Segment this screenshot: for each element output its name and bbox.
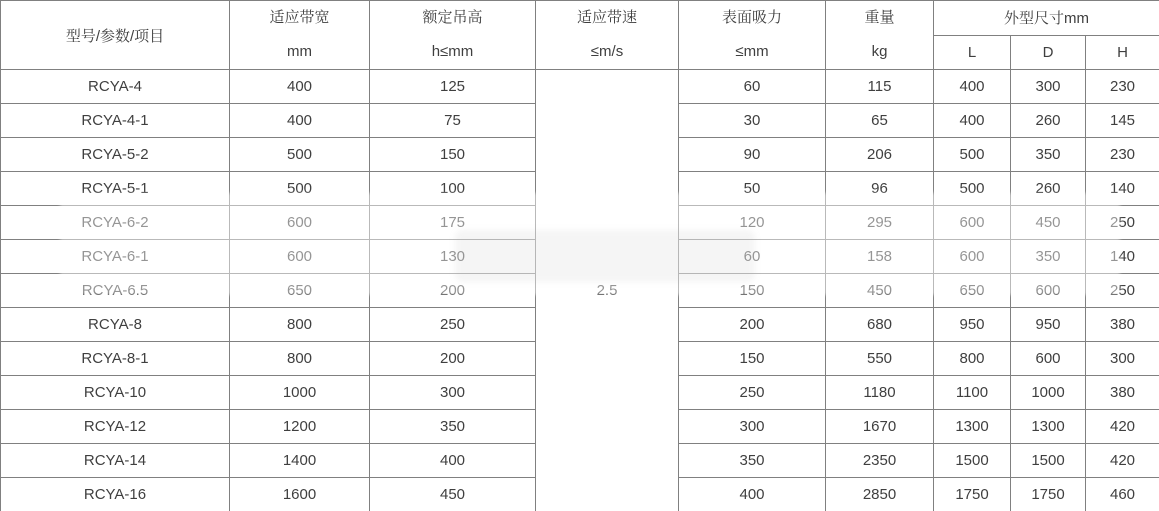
cell-suction: 120 [679, 206, 826, 240]
cell-l: 600 [934, 206, 1011, 240]
cell-lift_height: 200 [370, 342, 536, 376]
cell-bandwidth: 400 [230, 70, 370, 104]
cell-model: RCYA-14 [1, 444, 230, 478]
cell-lift_height: 400 [370, 444, 536, 478]
cell-lift_height: 175 [370, 206, 536, 240]
table-row [1, 70, 1159, 104]
cell-suction: 150 [679, 274, 826, 308]
cell-l: 600 [934, 240, 1011, 274]
cell-l: 1300 [934, 410, 1011, 444]
cell-suction: 300 [679, 410, 826, 444]
cell-l: 650 [934, 274, 1011, 308]
cell-lift_height: 150 [370, 138, 536, 172]
cell-model: RCYA-6.5 [1, 274, 230, 308]
cell-h: 140 [1086, 172, 1159, 206]
cell-model: RCYA-10 [1, 376, 230, 410]
header-weight [826, 1, 934, 70]
cell-d: 350 [1011, 240, 1086, 274]
cell-l: 1750 [934, 478, 1011, 511]
cell-d: 600 [1011, 342, 1086, 376]
cell-weight: 450 [826, 274, 934, 308]
cell-lift_height: 350 [370, 410, 536, 444]
cell-h: 300 [1086, 342, 1159, 376]
cell-weight: 158 [826, 240, 934, 274]
cell-h: 380 [1086, 308, 1159, 342]
cell-lift_height: 450 [370, 478, 536, 511]
cell-suction: 50 [679, 172, 826, 206]
header-lift-height-title: 额定吊高 [422, 9, 483, 26]
cell-suction: 90 [679, 138, 826, 172]
header-bandwidth-unit: mm [287, 43, 312, 60]
cell-model: RCYA-4-1 [1, 104, 230, 138]
header-belt-speed [536, 1, 679, 70]
header-model-label: 型号/参数/项目 [65, 27, 165, 45]
cell-model: RCYA-8 [1, 308, 230, 342]
cell-suction: 400 [679, 478, 826, 511]
cell-d: 600 [1011, 274, 1086, 308]
cell-bandwidth: 800 [230, 342, 370, 376]
cell-d: 350 [1011, 138, 1086, 172]
cell-lift_height: 100 [370, 172, 536, 206]
header-dim-h: H [1086, 35, 1159, 70]
cell-lift_height: 300 [370, 376, 536, 410]
header-lift-height [370, 1, 536, 70]
cell-weight: 2350 [826, 444, 934, 478]
cell-weight: 1670 [826, 410, 934, 444]
header-weight-title: 重量 [864, 9, 895, 26]
header-dim-d: D [1011, 35, 1086, 70]
cell-bandwidth: 1600 [230, 478, 370, 511]
cell-l: 400 [934, 104, 1011, 138]
cell-h: 250 [1086, 206, 1159, 240]
cell-weight: 206 [826, 138, 934, 172]
header-belt-speed-title: 适应带速 [576, 9, 637, 26]
cell-weight: 96 [826, 172, 934, 206]
cell-bandwidth: 600 [230, 206, 370, 240]
cell-d: 450 [1011, 206, 1086, 240]
header-weight-unit: kg [871, 43, 888, 60]
cell-bandwidth: 400 [230, 104, 370, 138]
cell-weight: 65 [826, 104, 934, 138]
cell-d: 300 [1011, 70, 1086, 104]
cell-lift_height: 125 [370, 70, 536, 104]
cell-lift_height: 130 [370, 240, 536, 274]
cell-h: 230 [1086, 138, 1159, 172]
cell-model: RCYA-6-1 [1, 240, 230, 274]
cell-l: 950 [934, 308, 1011, 342]
header-bandwidth [230, 1, 370, 70]
cell-lift_height: 75 [370, 104, 536, 138]
cell-model: RCYA-16 [1, 478, 230, 511]
cell-weight: 1180 [826, 376, 934, 410]
header-surface-suction-unit: ≤mm [735, 43, 769, 60]
cell-lift_height: 250 [370, 308, 536, 342]
cell-suction: 200 [679, 308, 826, 342]
header-model [1, 1, 230, 70]
cell-weight: 115 [826, 70, 934, 104]
table-header [1, 1, 1159, 70]
cell-l: 500 [934, 138, 1011, 172]
cell-d: 1500 [1011, 444, 1086, 478]
cell-h: 420 [1086, 444, 1159, 478]
cell-l: 400 [934, 70, 1011, 104]
cell-h: 145 [1086, 104, 1159, 138]
header-belt-speed-unit: ≤m/s [590, 43, 624, 60]
header-dimensions [934, 1, 1159, 36]
cell-bandwidth: 1000 [230, 376, 370, 410]
cell-l: 1100 [934, 376, 1011, 410]
cell-weight: 2850 [826, 478, 934, 511]
header-dim-l: L [934, 35, 1011, 70]
cell-bandwidth: 800 [230, 308, 370, 342]
header-bandwidth-title: 适应带宽 [269, 9, 330, 26]
cell-model: RCYA-5-2 [1, 138, 230, 172]
cell-l: 500 [934, 172, 1011, 206]
cell-d: 950 [1011, 308, 1086, 342]
cell-model: RCYA-5-1 [1, 172, 230, 206]
cell-l: 1500 [934, 444, 1011, 478]
header-lift-height-unit: h≤mm [431, 43, 474, 60]
cell-suction: 30 [679, 104, 826, 138]
header-surface-suction-title: 表面吸力 [721, 9, 782, 26]
cell-h: 460 [1086, 478, 1159, 511]
cell-bandwidth: 500 [230, 172, 370, 206]
cell-weight: 295 [826, 206, 934, 240]
cell-suction: 250 [679, 376, 826, 410]
cell-suction: 60 [679, 70, 826, 104]
cell-lift_height: 200 [370, 274, 536, 308]
cell-d: 260 [1011, 172, 1086, 206]
cell-l: 800 [934, 342, 1011, 376]
cell-weight: 550 [826, 342, 934, 376]
table-body [1, 70, 1159, 511]
cell-h: 140 [1086, 240, 1159, 274]
cell-belt-speed-shared: 2.5 [536, 70, 679, 511]
cell-model: RCYA-6-2 [1, 206, 230, 240]
header-surface-suction [679, 1, 826, 70]
cell-d: 1750 [1011, 478, 1086, 511]
cell-weight: 680 [826, 308, 934, 342]
cell-bandwidth: 1200 [230, 410, 370, 444]
cell-h: 250 [1086, 274, 1159, 308]
cell-suction: 350 [679, 444, 826, 478]
cell-model: RCYA-4 [1, 70, 230, 104]
cell-model: RCYA-8-1 [1, 342, 230, 376]
cell-d: 1300 [1011, 410, 1086, 444]
cell-h: 420 [1086, 410, 1159, 444]
cell-h: 380 [1086, 376, 1159, 410]
cell-bandwidth: 600 [230, 240, 370, 274]
header-dimensions-title: 外型尺寸mm [1004, 10, 1090, 28]
cell-bandwidth: 650 [230, 274, 370, 308]
cell-h: 230 [1086, 70, 1159, 104]
cell-suction: 60 [679, 240, 826, 274]
cell-model: RCYA-12 [1, 410, 230, 444]
cell-d: 260 [1011, 104, 1086, 138]
cell-bandwidth: 500 [230, 138, 370, 172]
cell-d: 1000 [1011, 376, 1086, 410]
cell-bandwidth: 1400 [230, 444, 370, 478]
cell-suction: 150 [679, 342, 826, 376]
